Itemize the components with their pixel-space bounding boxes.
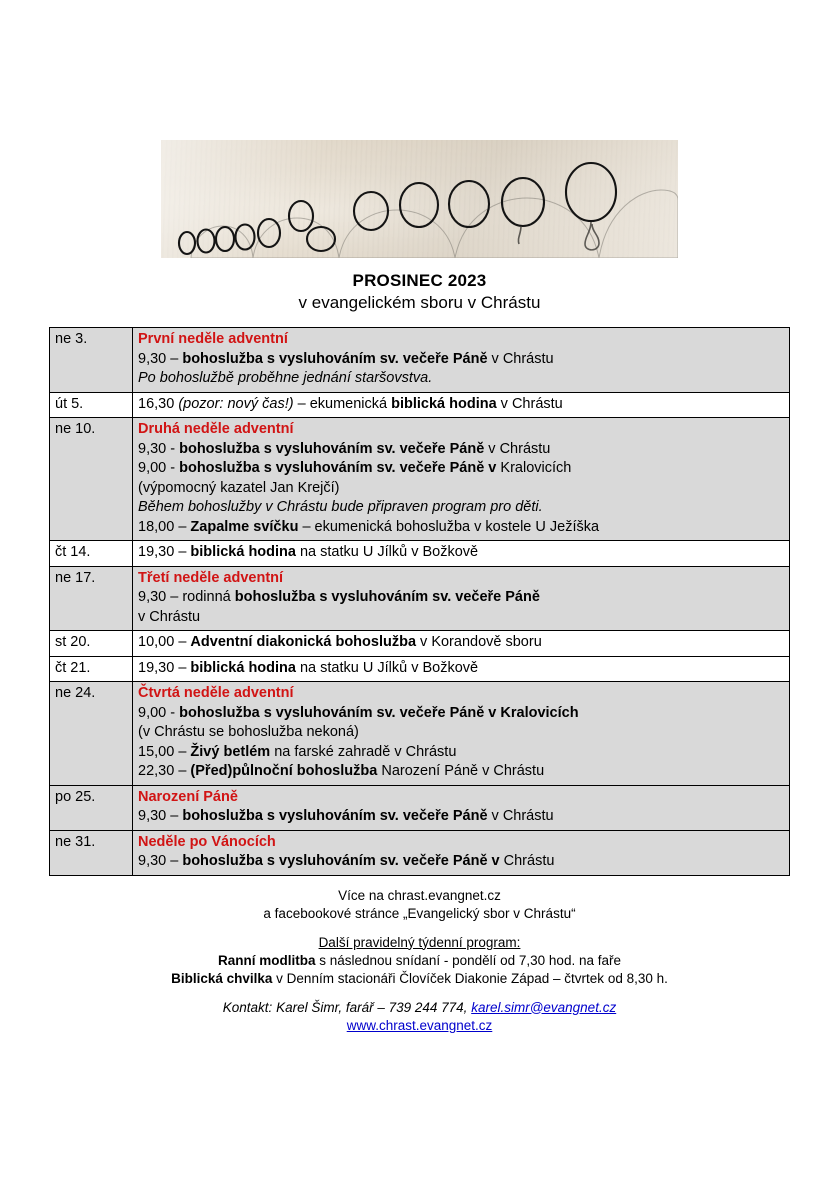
program-text: Neděle po Vánocích	[138, 833, 276, 850]
program-detail-cell	[133, 656, 790, 682]
program-day-cell: po 25.	[50, 785, 133, 830]
contact-line	[0, 999, 839, 1017]
program-line	[138, 852, 784, 872]
program-line	[138, 498, 784, 518]
program-text: Adventní diakonická bohoslužba	[190, 634, 417, 650]
program-text: (pozor: nový čas!)	[178, 395, 294, 412]
program-text: 9,00 -	[138, 704, 180, 721]
program-text: v Chrástu	[484, 440, 551, 457]
program-line	[138, 518, 784, 538]
program-text: bohoslužba s vysluhováním sv. večeře Páně v	[179, 460, 497, 476]
table-row	[50, 785, 790, 830]
program-detail-cell	[133, 566, 790, 631]
program-text: Druhá neděle adventní	[138, 421, 294, 437]
program-text: v Chrástu	[487, 808, 554, 824]
program-line	[138, 723, 784, 743]
footer-more-line2: a facebookové stránce „Evangelický sbor v Chrástu“	[263, 905, 576, 921]
weekly-item-2-title: Biblická chvilka	[171, 970, 273, 986]
program-text: biblická hodina	[190, 659, 296, 676]
program-text: v Chrástu	[487, 350, 554, 367]
program-day-cell: ne 10.	[50, 418, 133, 541]
program-text: biblická hodina	[391, 395, 497, 412]
program-text: 9,30 –	[138, 808, 183, 824]
program-detail-cell	[133, 541, 790, 567]
program-line	[138, 369, 784, 389]
program-line	[138, 588, 784, 608]
banner-wrapper	[0, 0, 839, 258]
program-text: Narození Páně	[138, 788, 238, 805]
program-text: 9,30 –	[138, 853, 183, 869]
program-day-cell: út 5.	[50, 392, 133, 418]
program-line	[138, 479, 784, 499]
program-text: 9,30 – rodinná	[138, 589, 235, 605]
program-line	[138, 608, 784, 628]
contact-web-line	[0, 1017, 839, 1035]
program-table-body	[50, 328, 790, 876]
program-text: (v Chrástu se bohoslužba nekoná)	[138, 724, 359, 740]
footer-more-line1: Více na chrast.evangnet.cz	[338, 887, 501, 903]
program-line	[138, 704, 784, 724]
table-row	[50, 830, 790, 875]
program-text: na statku U Jílků v Božkově	[295, 544, 479, 560]
footer-spacer-2	[0, 988, 839, 999]
weekly-item-1-title: Ranní modlitba	[218, 952, 316, 968]
program-line	[138, 788, 784, 808]
program-text: Narození Páně v Chrástu	[377, 763, 545, 779]
contact-person: Karel Šimr, farář – 739 244 774,	[272, 999, 472, 1015]
program-line	[138, 543, 784, 563]
program-line	[138, 350, 784, 370]
program-text: 19,30 –	[138, 659, 191, 676]
program-text: (výpomocný kazatel Jan Krejčí)	[138, 479, 340, 496]
program-text: – ekumenická	[293, 395, 392, 412]
program-line	[138, 762, 784, 782]
program-day-cell: ne 3.	[50, 328, 133, 393]
program-detail-cell	[133, 328, 790, 393]
program-day-cell: ne 24.	[50, 682, 133, 786]
program-text: Chrástu	[499, 853, 555, 869]
program-line	[138, 440, 784, 460]
program-day-cell: st 20.	[50, 631, 133, 657]
program-text: na farské zahradě v Chrástu	[270, 743, 457, 760]
program-text: (Před)půlnoční bohoslužba	[190, 763, 378, 779]
program-detail-cell	[133, 785, 790, 830]
weekly-program-item-1	[0, 952, 839, 970]
program-text: 18,00 –	[138, 518, 191, 535]
program-detail-cell	[133, 392, 790, 418]
program-day-cell: ne 31.	[50, 830, 133, 875]
program-text: 9,00 -	[138, 460, 180, 476]
program-text: bohoslužba s vysluhováním sv. večeře Páně	[234, 589, 540, 605]
program-detail-cell	[133, 682, 790, 786]
program-line	[138, 330, 784, 350]
table-row	[50, 656, 790, 682]
program-line	[138, 633, 784, 653]
program-line	[138, 807, 784, 827]
table-row	[50, 566, 790, 631]
program-text: bohoslužba s vysluhováním sv. večeře Páně	[182, 350, 488, 367]
program-day-cell: čt 14.	[50, 541, 133, 567]
program-text: bohoslužba s vysluhováním sv. večeře Páně v	[182, 853, 500, 869]
program-day-cell: ne 17.	[50, 566, 133, 631]
program-text: biblická hodina	[190, 544, 296, 560]
program-line	[138, 743, 784, 763]
program-table	[49, 327, 790, 876]
program-text: Po bohoslužbě proběhne jednání staršovstva.	[138, 370, 433, 386]
weekly-program-item-2	[0, 970, 839, 988]
program-text: bohoslužba s vysluhováním sv. večeře Páně	[182, 808, 488, 824]
program-text: 22,30 –	[138, 763, 191, 779]
program-text: Během bohoslužby v Chrástu bude připraven program pro děti.	[138, 499, 543, 515]
program-text: 9,30 -	[138, 440, 180, 457]
table-row	[50, 541, 790, 567]
contact-email-link[interactable]: karel.simr@evangnet.cz	[471, 999, 617, 1015]
page-subtitle: v evangelickém sboru v Chrástu	[298, 293, 541, 312]
program-text: v Chrástu	[496, 395, 563, 412]
program-text: Zapalme svíčku	[190, 518, 299, 535]
weekly-item-1-detail: s následnou snídaní - pondělí od 7,30 hod. na faře	[315, 952, 621, 968]
table-row	[50, 328, 790, 393]
program-text: – ekumenická bohoslužba v kostele U Ježíška	[298, 518, 600, 535]
table-row	[50, 392, 790, 418]
footer	[0, 887, 839, 1035]
program-line	[138, 569, 784, 589]
program-text: Kralovicích	[496, 460, 572, 476]
program-text: Třetí neděle adventní	[138, 569, 284, 586]
table-row	[50, 418, 790, 541]
program-line	[138, 420, 784, 440]
program-line	[138, 833, 784, 853]
table-row	[50, 682, 790, 786]
program-text: 9,30 –	[138, 350, 183, 367]
program-text: 10,00 –	[138, 634, 191, 650]
photo-drawing	[161, 140, 678, 258]
footer-spacer-1	[0, 923, 839, 934]
contact-label: Kontakt:	[222, 999, 273, 1015]
program-text: bohoslužba s vysluhováním sv. večeře Páně	[179, 440, 485, 457]
program-text: Živý betlém	[190, 743, 271, 760]
program-line	[138, 659, 784, 679]
program-line	[138, 459, 784, 479]
page-title: PROSINEC 2023	[352, 271, 487, 290]
program-detail-cell	[133, 418, 790, 541]
program-text: První neděle adventní	[138, 331, 288, 347]
program-line	[138, 395, 784, 415]
program-text: v Korandově sboru	[416, 634, 542, 650]
weekly-item-2-detail: v Denním stacionáři Človíček Diakonie Západ – čtvrtek od 8,30 h.	[272, 970, 668, 986]
program-text: 16,30	[138, 395, 179, 412]
program-text: 19,30 –	[138, 544, 191, 560]
weekly-program-heading: Další pravidelný týdenní program:	[318, 934, 521, 950]
program-text: bohoslužba s vysluhováním sv. večeře Páně v Kralovicích	[179, 704, 579, 721]
advent-candles-photo	[161, 140, 678, 258]
contact-website-link[interactable]: www.chrast.evangnet.cz	[346, 1017, 493, 1033]
program-detail-cell	[133, 830, 790, 875]
program-text: na statku U Jílků v Božkově	[295, 659, 479, 676]
program-text: v Chrástu	[138, 608, 201, 625]
program-text: Čtvrtá neděle adventní	[138, 685, 294, 701]
program-day-cell: čt 21.	[50, 656, 133, 682]
program-detail-cell	[133, 631, 790, 657]
program-text: 15,00 –	[138, 743, 191, 760]
program-line	[138, 684, 784, 704]
table-row	[50, 631, 790, 657]
